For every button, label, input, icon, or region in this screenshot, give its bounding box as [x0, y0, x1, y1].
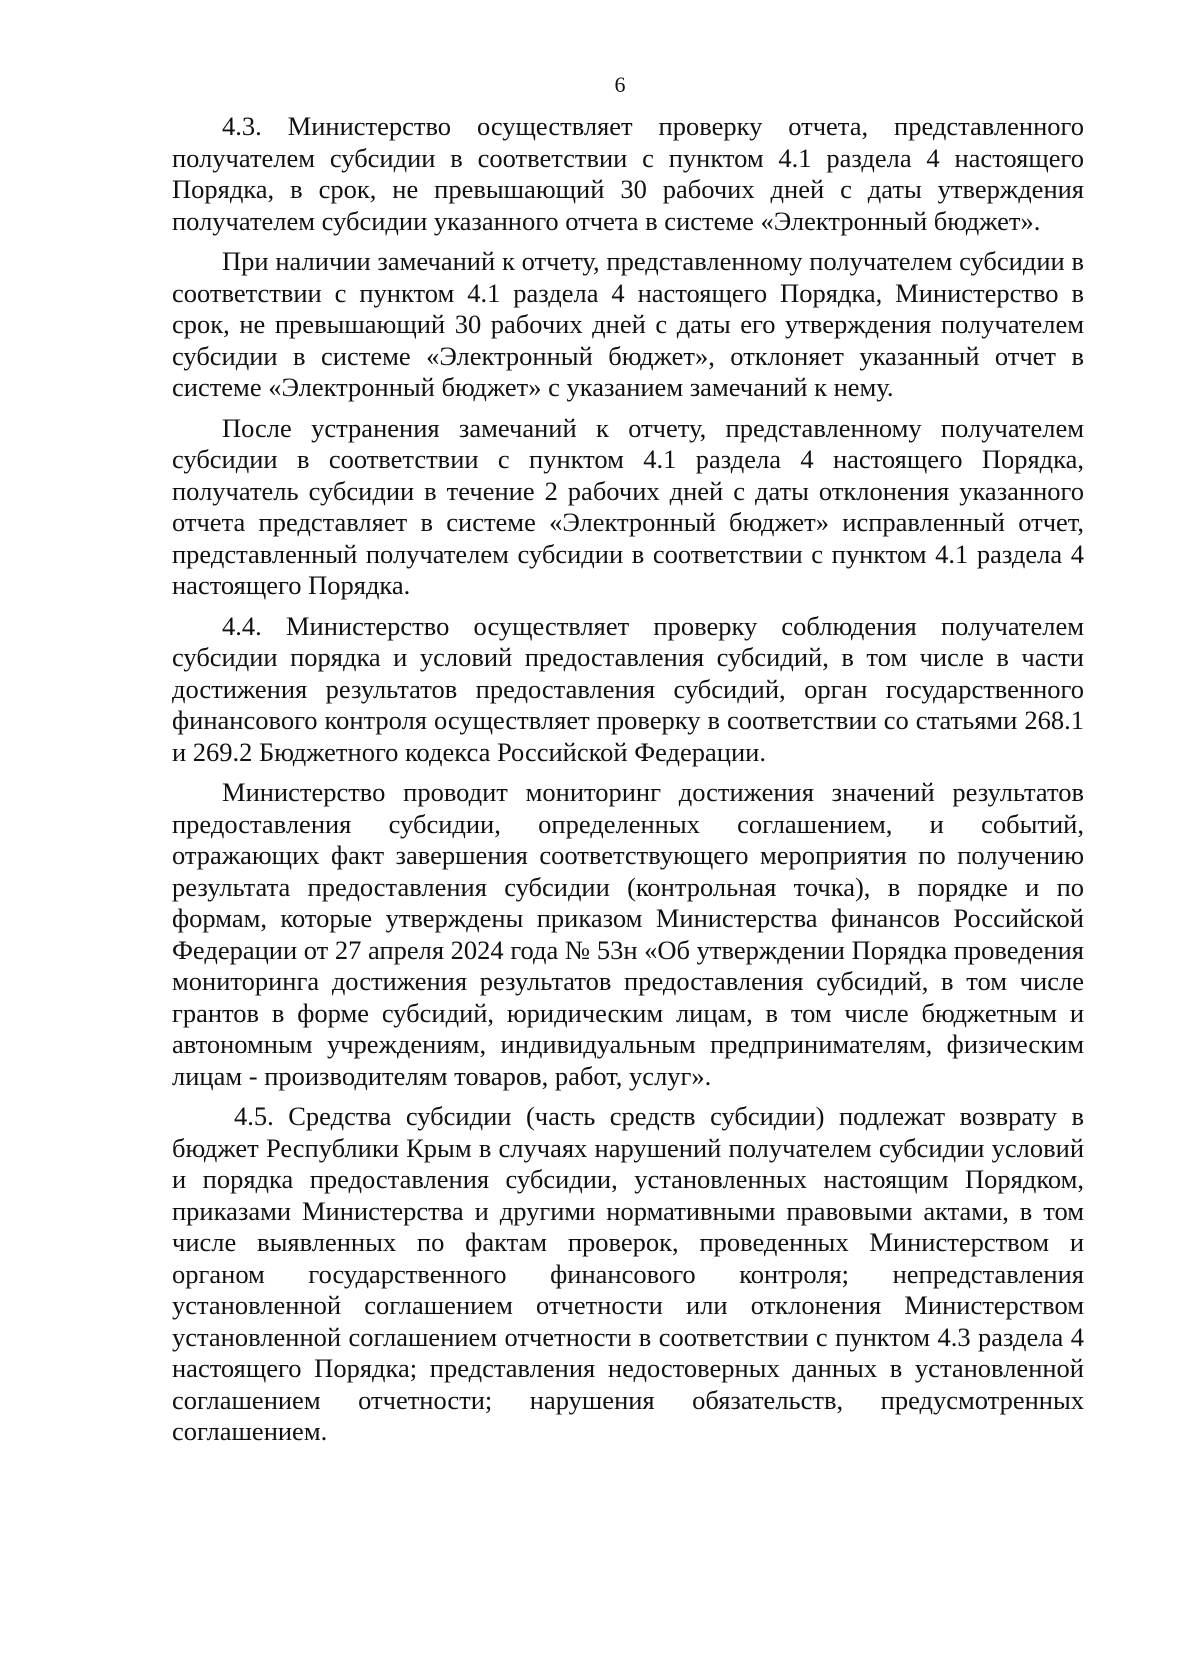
- paragraph-remarks: При наличии замечаний к отчету, представленному получателем субсидии в соответствии с пунктом 4.1 раздела 4 настоящего Порядка, Министерство в срок, не превышающий 30 рабочих дней с даты его утверждения получателем субсидии в системе «Электронный бюджет», отклоняет указанный отчет в системе «Электронный бюджет» с указанием замечаний к нему.: [172, 246, 1084, 402]
- paragraph-corrections: После устранения замечаний к отчету, представленному получателем субсидии в соответствии с пунктом 4.1 раздела 4 настоящего Порядка, получатель субсидии в течение 2 рабочих дней с даты отклонения указанного отчета представляет в системе «Электронный бюджет» исправленный отчет, представленный получателем субсидии в соответствии с пунктом 4.1 раздела 4 настоящего Порядка.: [172, 412, 1084, 600]
- paragraph-4-5: 4.5. Средства субсидии (часть средств субсидии) подлежат возврату в бюджет Республики Крым в случаях нарушений получателем субсидии условий и порядка предоставления субсидии, установленных настоящим Порядком, приказами Министерства и другими нормативными правовыми актами, в том числе выявленных по фактам проверок, проведенных Министерством и органом государственного финансового контроля; непредставления установленной соглашением отчетности или отклонения Министерством установленной соглашением отчетности в соответствии с пунктом 4.3 раздела 4 настоящего Порядка; представления недостоверных данных в установленной соглашением отчетности; нарушения обязательств, предусмотренных соглашением.: [172, 1101, 1084, 1446]
- paragraph-4-4: 4.4. Министерство осуществляет проверку соблюдения получателем субсидии порядка и условий предоставления субсидий, в том числе в части достижения результатов предоставления субсидий, орган государственного финансового контроля осуществляет проверку в соответствии со статьями 268.1 и 269.2 Бюджетного кодекса Российской Федерации.: [172, 610, 1084, 767]
- paragraph-4-3: 4.3. Министерство осуществляет проверку отчета, представленного получателем субсидии в соответствии с пунктом 4.1 раздела 4 настоящего Порядка, в срок, не превышающий 30 рабочих дней с даты утверждения получателем субсидии указанного отчета в системе «Электронный бюджет».: [172, 111, 1084, 236]
- page-number: 6: [614, 72, 626, 97]
- paragraph-monitoring: Министерство проводит мониторинг достижения значений результатов предоставления субсидии, определенных соглашением, и событий, отражающих факт завершения соответствующего мероприятия по получению результата предоставления субсидии (контрольная точка), в порядке и по формам, которые утверждены приказом Министерства финансов Российской Федерации от 27 апреля 2024 года № 53н «Об утверждении Порядка проведения мониторинга достижения результатов предоставления субсидий, в том числе грантов в форме субсидий, юридическим лицам, в том числе бюджетным и автономным учреждениям, индивидуальным предпринимателям, физическим лицам - производителям товаров, работ, услуг».: [172, 777, 1084, 1091]
- document-body: [172, 111, 1084, 1457]
